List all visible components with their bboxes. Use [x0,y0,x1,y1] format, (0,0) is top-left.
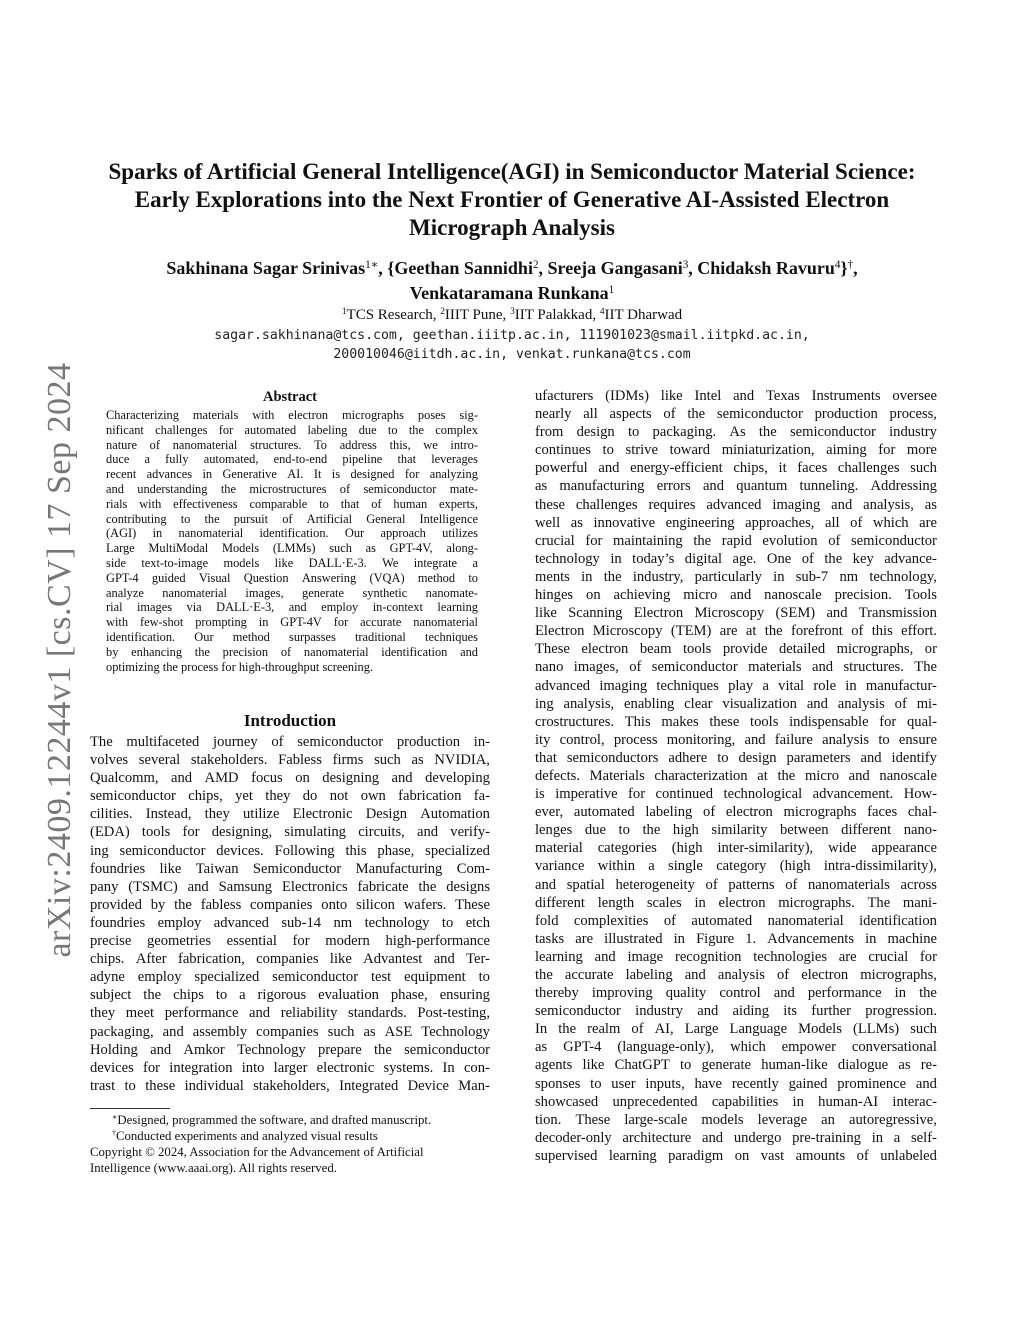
affiliation: IIIT Pune, [444,307,511,323]
abstract-body [106,408,478,674]
affiliation-marker: 4 [599,306,605,317]
text-line: crucial for maintaining the rapid evolution of semiconductor [535,532,937,549]
text-line: that semiconductors adhere to design parameters and identify [535,749,937,766]
affiliation-marker: 2 [440,306,445,317]
text-line: they meet performance and reliability standards. Post-testing, [90,1005,490,1022]
text-line: as manufacturing errors and quantum tunneling. Addressing [535,478,937,495]
text-line: Large MultiModal Models (LMMs) such as GPT-4V, along- [106,541,478,556]
text-line: sponses to user inputs, have recently gained prominence and [535,1075,937,1092]
text-line: material categories (high inter-similarity), wide appearance [535,840,937,857]
left-column-text [90,733,490,1095]
text-line: lenges due to the high similarity between different nano- [535,822,937,839]
author-list [80,256,944,306]
text-line: precise geometries essential for modern high-performance [90,933,490,950]
text-line: semiconductor chips, yet they do not own fabrication fa- [90,788,490,805]
footnote [90,1128,490,1144]
author-marker: 3 [682,258,689,271]
text-line: Electron Microscopy (TEM) are at the forefront of this effort. [535,623,937,640]
text-line: rials with effectiveness comparable to that of human experts, [106,496,478,511]
text-line: duce a fully automated, end-to-end pipeline that leverages [106,452,478,467]
text-line: supervised learning paradigm on vast amounts of unlabeled [535,1147,937,1164]
text-line: variance within a single category (high intra-dissimilarity), [535,858,937,875]
text-line: GPT-4 guided Visual Question Answering (VQA) method to [106,570,478,585]
text-line: contributing to the pursuit of Artificial General Intelligence [106,511,478,526]
text-line: nearly all aspects of the semiconductor production process, [535,406,937,423]
email-line: sagar.sakhinana@tcs.com, geethan.iiitp.ac.in, 111901023@smail.iitpkd.ac.in, [214,328,810,343]
text-line: defects. Materials characterization at the micro and nanoscale [535,767,937,784]
title-line: Early Explorations into the Next Frontier of Generative AI-Assisted Electron [134,187,890,212]
text-line: from design to packaging. As the semiconductor industry [535,424,937,441]
text-line: is imperative for continued technological advancement. How- [535,786,937,803]
footnote-marker: ∗ [112,1112,118,1122]
text-line: devices for integration into larger electronic systems. In con- [90,1059,490,1076]
text-line: these challenges requires advanced imaging and analysis, as [535,496,937,513]
text-line: ing analysis, enabling clear visualization and analysis of mi- [535,695,937,712]
paper-title [80,158,944,242]
text-line: powerful and energy-efficient chips, it faces challenges such [535,460,937,477]
text-line: nature of nanomaterial structures. To address this, we intro- [106,437,478,452]
text-line: technology in today’s digital age. One of the key advance- [535,550,937,567]
text-line: subject the chips to a rigorous evaluation phase, ensuring [90,987,490,1004]
text-line: continues to strive toward miniaturization, aiming for more [535,442,937,459]
text-line: showcased unprecedented capabilities in human-AI interac- [535,1093,937,1110]
author-separator: , [853,258,858,278]
text-line: pany (TSMC) and Samsung Electronics fabricate the designs [90,878,490,895]
text-line: decoder-only architecture and undergo pre-training in a self- [535,1129,937,1146]
text-line: nano images, of semiconductor materials and structures. The [535,659,937,676]
text-line: learning and image recognition technologies are crucial for [535,948,937,965]
text-line: like Scanning Electron Microscopy (SEM) and Transmission [535,605,937,622]
text-line: packaging, and assembly companies such as ASE Technology [90,1023,490,1040]
author-name: Venkataramana Runkana [409,283,609,303]
text-line: ufacturers (IDMs) like Intel and Texas Instruments oversee [535,388,937,404]
text-line: adyne employ specialized semiconductor test equipment to [90,969,490,986]
affiliation: TCS Research, [346,307,441,323]
text-line: optimizing the process for high-throughput screening. [106,659,374,674]
text-line: ments in the industry, particularly in sub-7 nm technology, [535,568,937,585]
title-line: Sparks of Artificial General Intelligence(AGI) in Semiconductor Material Science: [108,159,916,184]
footnote-text: Conducted experiments and analyzed visual results [115,1129,378,1143]
text-line: and spatial heterogeneity of patterns of nanomaterials across [535,876,937,893]
abstract-heading: Abstract [263,389,317,405]
text-line: semiconductor industry and aiding its further progression. [535,1003,937,1020]
text-line: foundries employ advanced sub-14 nm technology to etch [90,914,490,931]
affiliation: IIT Palakkad, [514,307,600,323]
text-line: fold complexities of automated nanomaterial identification [535,912,937,929]
text-line: In the realm of AI, Large Language Models (LLMs) such [535,1021,937,1038]
text-line: and understanding the microstructures of semiconductor mate- [106,481,478,496]
affiliation-marker: 3 [510,306,515,317]
text-line: foundries like Taiwan Semiconductor Manufacturing Com- [90,860,490,877]
text-line: cilities. Instead, they utilize Electronic Design Automation [90,806,490,823]
text-line: nificant challenges for automated labeling due to the complex [106,422,478,437]
text-line: rial images via DALL·E-3, and employ in-context learning [106,600,478,615]
text-line: chips. After fabrication, companies like Advantest and Ter- [90,951,490,968]
text-line: These electron beam tools provide detailed micrographs, or [535,641,937,658]
author-separator: } [840,258,848,278]
author-line [80,256,944,281]
text-line: Qualcomm, and AMD focus on designing and developing [90,770,490,787]
arxiv-identifier-stamp: arXiv:2409.12244v1 [cs.CV] 17 Sep 2024 [41,362,78,958]
text-line: Characterizing materials with electron micrographs poses sig- [106,408,478,422]
text-line: identification. Our method surpasses traditional techniques [106,629,478,644]
author-marker: 1 [608,283,615,296]
footnotes [90,1112,490,1176]
text-line: ing semiconductor devices. Following this phase, specialized [90,842,490,859]
author-marker: 1∗ [365,258,379,271]
affiliations [80,305,944,325]
author-emails [80,326,944,364]
text-line: crostructures. This makes these tools indispensable for qual- [535,713,937,730]
right-column-text [535,387,937,1165]
author-name: , Sreeja Gangasani [538,258,683,278]
author-name: Geethan Sannidhi [394,258,533,278]
author-marker: 2 [532,258,539,271]
text-line: hinges on achieving micro and nanoscale precision. Tools [535,587,937,604]
text-line: Holding and Amkor Technology prepare the semiconductor [90,1041,490,1058]
text-line: thereby improving quality control and performance in the [535,985,937,1002]
text-line: as GPT-4 (language-only), which empower conversational [535,1039,937,1056]
text-line: advanced imaging techniques play a vital role in manufactur- [535,677,937,694]
text-line: provided by the fabless companies onto silicon wafers. These [90,896,490,913]
text-line: recent advances in Generative AI. It is designed for analyzing [106,467,478,482]
footnote [90,1112,490,1128]
text-line: The multifaceted journey of semiconductor production in- [90,734,490,750]
author-name: , Chidaksh Ravuru [688,258,835,278]
introduction-heading: Introduction [243,711,337,730]
author-marker: † [847,258,854,271]
text-line: well as innovative engineering approaches, all of which are [535,514,937,531]
title-line: Micrograph Analysis [409,215,615,240]
affiliation: IIT Dharwad [604,307,683,323]
text-line: (AGI) in nanomaterial identification. Our approach utilizes [106,526,478,541]
author-marker: 4 [834,258,841,271]
copyright-notice: Intelligence (www.aaai.org). All rights reserved. [90,1161,337,1175]
text-line: (EDA) tools for designing, simulating circuits, and verify- [90,824,490,841]
footnote-marker: † [112,1128,116,1138]
text-line: ity control, process monitoring, and failure analysis to ensure [535,731,937,748]
text-line: tasks are illustrated in Figure 1. Advancements in machine [535,930,937,947]
email-line: 200010046@iitdh.ac.in, venkat.runkana@tcs.com [333,347,691,362]
text-line: volves several stakeholders. Fabless firms such as NVIDIA, [90,752,490,769]
footnote-rule [90,1108,170,1109]
text-line: tion. These large-scale models leverage an autoregressive, [535,1111,937,1128]
text-line: ever, automated labeling of electron micrographs faces chal- [535,804,937,821]
text-line: trast to these individual stakeholders, Integrated Device Man- [90,1077,490,1094]
affiliation-marker: 1 [341,306,347,317]
text-line: the accurate labeling and analysis of electron micrographs, [535,967,937,983]
copyright-notice: Copyright © 2024, Association for the Advancement of Artificial [90,1145,424,1159]
text-line: by enhancing the precision of nanomaterial identification and [106,644,478,659]
text-line: side text-to-image models like DALL·E-3. We integrate a [106,555,478,570]
text-line: different length scales in electron micrographs. The mani- [535,894,937,911]
text-line: with few-shot prompting in GPT-4V for accurate nanomaterial [106,615,478,630]
author-name: Sakhinana Sagar Srinivas [166,258,366,278]
footnote-text: Designed, programmed the software, and drafted manuscript. [117,1113,432,1127]
author-line [80,281,944,306]
text-line: agents like ChatGPT to generate human-like dialogue as re- [535,1057,937,1074]
author-separator: , { [378,258,395,278]
text-line: analyze nanomaterial images, generate synthetic nanomate- [106,585,478,600]
